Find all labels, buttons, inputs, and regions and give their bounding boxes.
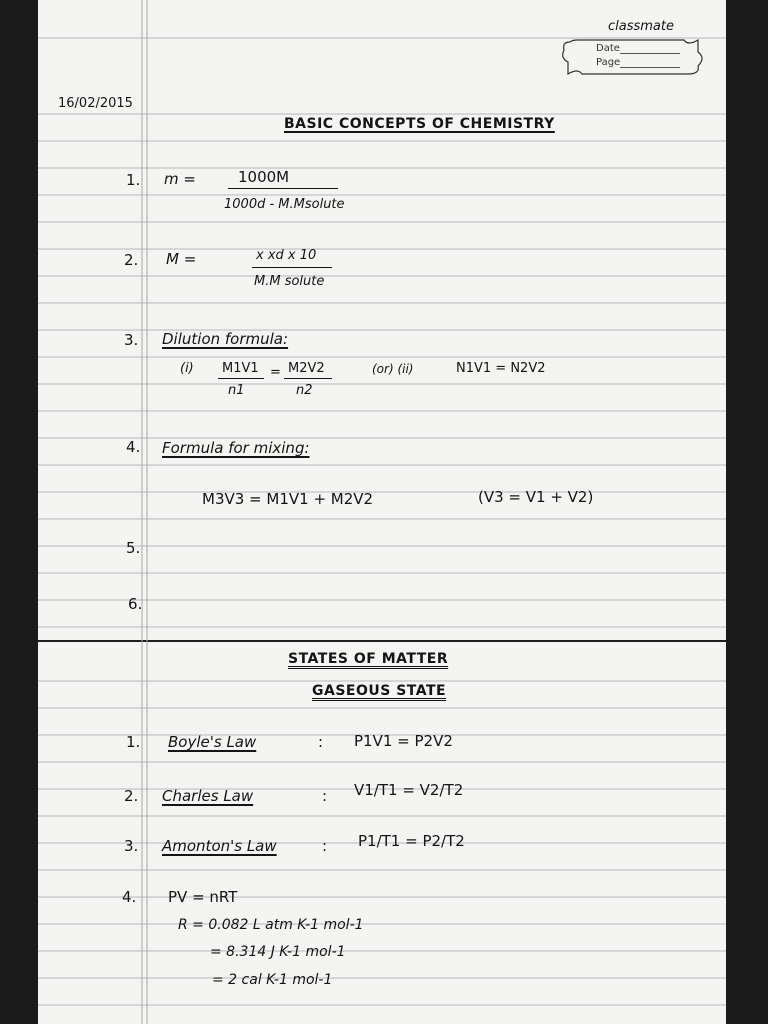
item-6-number: 6. [128, 595, 143, 613]
entry-date: 16/02/2015 [58, 96, 133, 111]
item-3-fraction1-bar [218, 378, 264, 379]
section-title-basic-concepts: BASIC CONCEPTS OF CHEMISTRY [284, 116, 555, 132]
law-3-number: 3. [124, 837, 139, 855]
notebook-page [38, 0, 726, 1024]
item-2-numerator: x xd x 10 [256, 248, 317, 263]
date-field-line [620, 53, 680, 54]
law-3-separator: : [322, 837, 328, 855]
brand-logo-scroll-icon [558, 34, 708, 80]
gas-constant-line-1: R = 0.082 L atm K-1 mol-1 [178, 917, 364, 933]
item-2-lhs: M = [166, 250, 197, 268]
item-1-denominator: 1000d - M.Msolute [224, 197, 345, 212]
item-3-heading: Dilution formula: [162, 330, 289, 348]
gas-constant-line-2: = 8.314 J K-1 mol-1 [210, 944, 346, 960]
item-1-numerator: 1000M [238, 168, 290, 186]
item-3-fraction1-numerator: M1V1 [222, 361, 259, 376]
law-2-separator: : [322, 787, 328, 805]
ideal-gas-equation: PV = nRT [168, 888, 238, 906]
law-1-name: Boyle's Law [168, 733, 257, 751]
item-1-number: 1. [126, 171, 141, 189]
brand-logo-text: classmate [608, 19, 674, 34]
item-3-fraction2-denominator: n2 [296, 383, 313, 398]
item-2-fraction-bar [252, 267, 332, 268]
law-1-number: 1. [126, 733, 141, 751]
item-3-or-text: (or) (ii) [372, 362, 414, 376]
item-3-fraction1-denominator: n1 [228, 383, 245, 398]
law-2-name: Charles Law [162, 787, 254, 805]
item-4-heading: Formula for mixing: [162, 439, 310, 457]
gas-law-number: 4. [122, 888, 137, 906]
law-3-name: Amonton's Law [162, 837, 277, 855]
law-1-formula: P1V1 = P2V2 [354, 732, 453, 750]
item-3-fraction2-numerator: M2V2 [288, 361, 325, 376]
law-1-separator: : [318, 733, 324, 751]
item-4-number: 4. [126, 438, 141, 456]
item-4-mixing-formula: M3V3 = M1V1 + M2V2 [202, 490, 374, 508]
item-5-number: 5. [126, 539, 141, 557]
gas-constant-line-3: = 2 cal K-1 mol-1 [212, 972, 333, 988]
item-4-condition: (V3 = V1 + V2) [478, 488, 594, 506]
ruled-lines [38, 0, 726, 1024]
item-1-lhs: m = [164, 170, 196, 188]
page-field-label: Page [596, 57, 621, 68]
date-field-label: Date [596, 43, 620, 54]
law-3-formula: P1/T1 = P2/T2 [358, 832, 465, 850]
page-field-line [620, 67, 680, 68]
item-2-number: 2. [124, 251, 139, 269]
item-2-denominator: M.M solute [254, 274, 325, 289]
item-3-equals: = [270, 365, 281, 380]
item-3-number: 3. [124, 331, 139, 349]
law-2-number: 2. [124, 787, 139, 805]
item-3-part1-label: (i) [180, 361, 194, 376]
item-1-fraction-bar [228, 188, 338, 189]
item-3-part2-formula: N1V1 = N2V2 [456, 361, 546, 376]
law-2-formula: V1/T1 = V2/T2 [354, 781, 464, 799]
section-title-states-of-matter: STATES OF MATTER [288, 651, 449, 667]
item-3-fraction2-bar [284, 378, 332, 379]
section-subtitle-gaseous-state: GASEOUS STATE [312, 683, 447, 699]
